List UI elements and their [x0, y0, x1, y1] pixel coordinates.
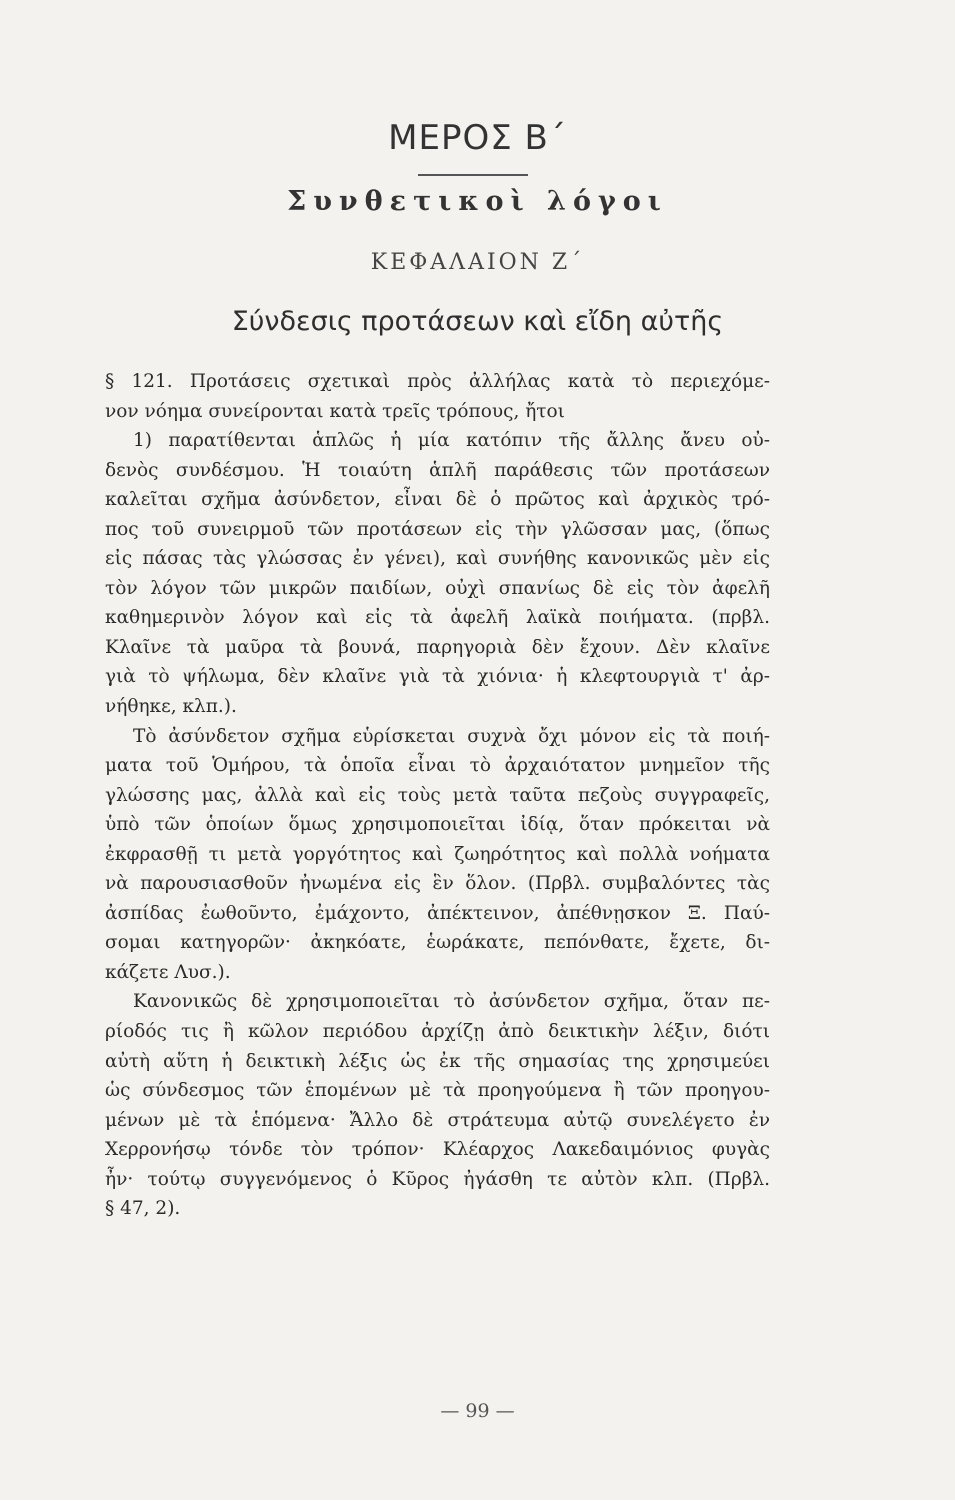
- text-line: αὐτὴ αὕτη ἡ δεικτικὴ λέξις ὡς ἐκ τῆς σημασίας της χρησιμεύει: [105, 1050, 770, 1072]
- text-line: ἀσπίδας ἐωθοῦντο, ἐμάχοντο, ἀπέκτεινον, ἀπέθνῃσκον Ξ. Παύ-: [105, 902, 770, 924]
- text-line: νὰ παρουσιασθοῦν ἠνωμένα εἰς ἓν ὅλον. (Πρβλ. συμβαλόντες τὰς: [105, 873, 770, 895]
- part-title: ΜΕΡΟΣ Β΄: [388, 118, 567, 158]
- text-line: Κανονικῶς δὲ χρησιμοποιεῖται τὸ ἀσύνδετον σχῆμα, ὅταν πε-: [133, 991, 770, 1013]
- text-line: ἦν· τούτῳ συγγενόμενος ὁ Κῦρος ἠγάσθη τε αὐτὸν κλπ. (Πρβλ.: [105, 1168, 770, 1190]
- text-line: καθημερινὸν λόγον καὶ εἰς τὰ ἀφελῆ λαϊκὰ ποιήματα. (πρβλ.: [105, 607, 770, 629]
- text-line: ὡς σύνδεσμος τῶν ἑπομένων μὲ τὰ προηγούμενα ἢ τῶν προηγου-: [105, 1080, 770, 1102]
- text-line: γλώσσης μας, ἀλλὰ καὶ εἰς τοὺς μετὰ ταῦτα πεζοὺς συγγραφεῖς,: [105, 784, 770, 806]
- section-title: Συνθετικοὶ λόγοι: [287, 186, 668, 217]
- text-line: εἰς πάσας τὰς γλώσσας ἐν γένει), καὶ συνήθης κανονικῶς μὲν εἰς: [105, 548, 770, 570]
- text-line: ἐκφρασθῇ τι μετὰ γοργότητος καὶ ζωηρότητος καὶ πολλὰ νοήματα: [105, 843, 770, 865]
- text-line: Κλαῖνε τὰ μαῦρα τὰ βουνά, παρηγοριὰ δὲν ἔχουν. Δὲν κλαῖνε: [105, 636, 770, 658]
- chapter-heading: ΚΕΦΑΛΑΙΟΝ Ζ΄: [370, 250, 585, 275]
- text-line: 1) παρατίθενται ἁπλῶς ἡ μία κατόπιν τῆς ἄλλης ἄνευ οὐ-: [133, 430, 770, 452]
- text-line: Χερρονήσῳ τόνδε τὸν τρόπον· Κλέαρχος Λακεδαιμόνιος φυγὰς: [105, 1139, 770, 1161]
- text-line: νήθηκε, κλπ.).: [105, 696, 237, 718]
- text-line: νον νόημα συνείρονται κατὰ τρεῖς τρόπους, ἤτοι: [105, 400, 565, 422]
- text-line: ματα τοῦ Ὁμήρου, τὰ ὁποῖα εἶναι τὸ ἀρχαιότατον μνημεῖον τῆς: [105, 755, 770, 777]
- text-line: κάζετε Λυσ.).: [105, 961, 231, 983]
- text-line: καλεῖται σχῆμα ἀσύνδετον, εἶναι δὲ ὁ πρῶτος καὶ ἀρχικὸς τρό-: [105, 489, 770, 511]
- text-line: σομαι κατηγορῶν· ἀκηκόατε, ἑωράκατε, πεπόνθατε, ἔχετε, δι-: [105, 932, 770, 954]
- text-line: Τὸ ἀσύνδετον σχῆμα εὑρίσκεται συχνὰ ὄχι μόνον εἰς τὰ ποιή-: [133, 725, 770, 747]
- text-line: ρίοδός τις ἢ κῶλον περιόδου ἀρχίζῃ ἀπὸ δεικτικὴν λέξιν, διότι: [105, 1021, 770, 1043]
- text-line: πος τοῦ συνειρμοῦ τῶν προτάσεων εἰς τὴν γλῶσσαν μας, (ὅπως: [105, 518, 770, 540]
- text-line: γιὰ τὸ ψήλωμα, δὲν κλαῖνε γιὰ τὰ χιόνια· ἡ κλεφτουργιὰ τ' ἀρ-: [105, 666, 770, 688]
- body-text: [105, 367, 770, 1224]
- text-line: μένων μὲ τὰ ἑπόμενα· Ἄλλο δὲ στράτευμα αὐτῷ συνελέγετο ἐν: [105, 1109, 770, 1131]
- text-line: τὸν λόγον τῶν μικρῶν παιδίων, οὐχὶ σπανίως δὲ εἰς τὸν ἀφελῆ: [105, 577, 770, 599]
- text-line: § 121. Προτάσεις σχετικαὶ πρὸς ἀλλήλας κατὰ τὸ περιεχόμε-: [105, 371, 770, 392]
- page-number: — 99 —: [440, 1400, 515, 1422]
- text-line: δενὸς συνδέσμου. Ἡ τοιαύτη ἁπλῆ παράθεσις τῶν προτάσεων: [105, 459, 770, 481]
- text-line: ὑπὸ τῶν ὁποίων ὅμως χρησιμοποιεῖται ἰδίᾳ, ὅταν πρόκειται νὰ: [105, 814, 770, 836]
- chapter-subject-heading: Σύνδεσις προτάσεων καὶ εἴδη αὐτῆς: [231, 306, 724, 337]
- title-rule: [418, 174, 528, 176]
- text-line: § 47, 2).: [105, 1198, 181, 1220]
